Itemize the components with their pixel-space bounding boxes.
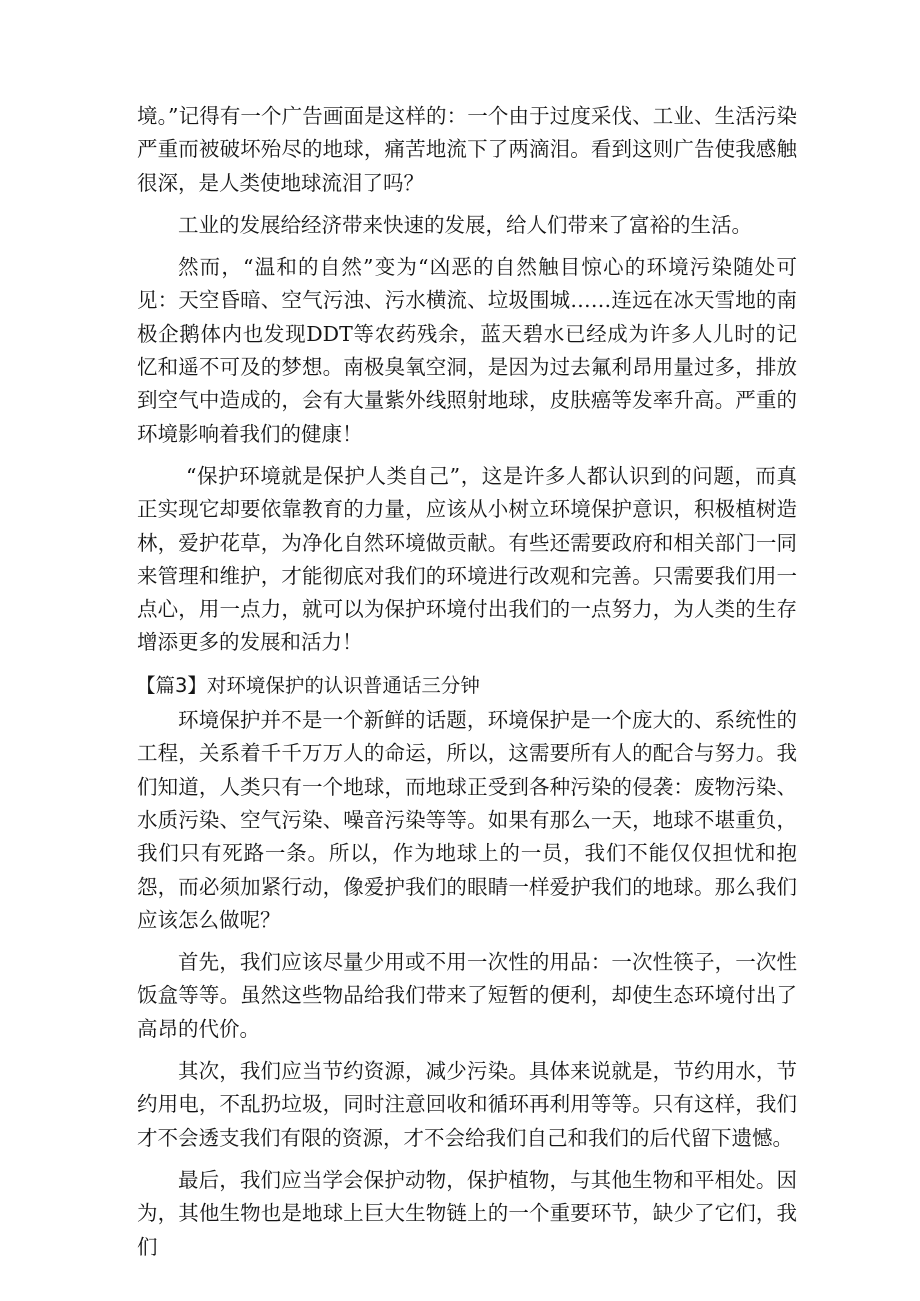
paragraph-first: 首先，我们应该尽量少用或不用一次性的用品：一次性筷子，一次性饭盒等等。虽然这些物品给我们带来了短暂的便利，却使生态环境付出了高昂的代价。: [137, 950, 797, 1041]
paragraph-industry: 工业的发展给经济带来快速的发展，给人们带来了富裕的生活。: [178, 212, 752, 237]
section-heading: 【篇3】对环境保护的认识普通话三分钟: [136, 673, 480, 697]
paragraph-protect-self: “保护环境就是保护人类自己”，这是许多人都认识到的问题，而真正实现它却要依靠教育的力量，应该从小树立环境保护意识，积极植树造林，爱护花草，为净化自然环境做贡献。有些还需要政府和相关部门一同来管理和维护，才能彻底对我们的环境进行改观和完善。只需要我们用一点心，用一点力，就可以为保护环境付出我们的一点努力，为人类的生存增添更多的发展和活力！: [137, 463, 797, 655]
document-page: [137, 100, 797, 1273]
paragraph-intro: 环境保护并不是一个新鲜的话题，环境保护是一个庞大的、系统性的工程，关系着千千万万人的命运，所以，这需要所有人的配合与努力。我们知道，人类只有一个地球，而地球正受到各种污染的侵袭：废物污染、水质污染、空气污染、噪音污染等等。如果有那么一天，地球不堪重负，我们只有死路一条。所以，作为地球上的一员，我们不能仅仅担忧和抱怨，而必须加紧行动，像爱护我们的眼睛一样爱护我们的地球。那么我们应该怎么做呢？: [137, 708, 797, 932]
paragraph-continuation: 境。”记得有一个广告画面是这样的：一个由于过度采伐、工业、生活污染严重而被破坏殆尽的地球，痛苦地流下了两滴泪。看到这则广告使我感触很深，是人类使地球流泪了吗？: [137, 104, 797, 195]
paragraph-second: 其次，我们应当节约资源，减少污染。具体来说就是，节约用水，节约用电，不乱扔垃圾，同时注意回收和循环再利用等等。只有这样，我们才不会透支我们有限的资源，才不会给我们自己和我们的后代留下遗憾。: [137, 1059, 797, 1150]
paragraph-last: 最后，我们应当学会保护动物，保护植物，与其他生物和平相处。因为，其他生物也是地球上巨大生物链上的一个重要环节，缺少了它们，我们: [137, 1167, 797, 1259]
paragraph-pollution: 然而，“温和的自然”变为“凶恶的自然触目惊心的环境污染随处可见：天空昏暗、空气污浊、污水横流、垃圾围城……连远在冰天雪地的南极企鹅体内也发现DDT等农药残余，蓝天碧水已经成为许多人儿时的记忆和遥不可及的梦想。南极臭氧空洞，是因为过去氟利昂用量过多，排放到空气中造成的，会有大量紫外线照射地球，皮肤癌等发率升高。严重的环境影响着我们的健康！: [137, 255, 797, 446]
